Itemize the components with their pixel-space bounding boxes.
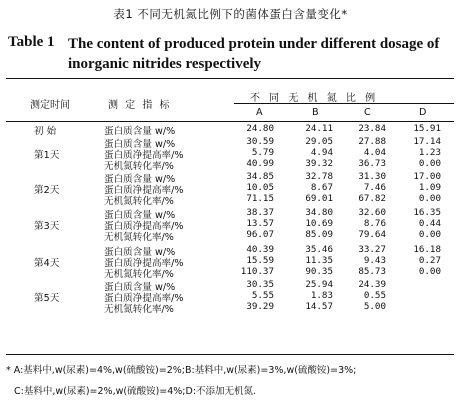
table-cell: 17.00 xyxy=(413,171,441,182)
table-cell: 32.60 xyxy=(358,207,386,218)
row-index-label: 无机氮转化率/% xyxy=(104,161,174,173)
row-index-label: 蛋白质净提高率/% xyxy=(104,150,184,162)
row-index-label: 无机氮转化率/% xyxy=(104,304,174,316)
table-cell: 15.59 xyxy=(246,255,274,267)
row-index-label: 蛋白质净提高率/% xyxy=(104,258,184,270)
table-cell: 69.01 xyxy=(305,193,333,205)
header-col-c: C xyxy=(364,107,371,118)
table-cell: 13.57 xyxy=(246,218,274,230)
table-cell: 33.27 xyxy=(358,244,386,255)
table-cell: 24.80 xyxy=(246,123,274,134)
table-cell: 15.91 xyxy=(413,123,441,134)
table-cell: 0.00 xyxy=(418,158,441,170)
row-index-label: 无机氮转化率/% xyxy=(104,269,174,281)
table-cell: 85.09 xyxy=(305,229,333,241)
table-cell: 29.05 xyxy=(305,136,333,147)
header-col-a: A xyxy=(256,107,263,118)
table-cell: 85.73 xyxy=(358,266,386,278)
table-cell: 17.14 xyxy=(413,136,441,147)
row-group-time: 第5天 xyxy=(34,293,60,305)
table-cell: 16.18 xyxy=(413,244,441,255)
table-cell: 32.78 xyxy=(305,171,333,182)
header-group-label: 不 同 无 机 氮 比 例 xyxy=(250,93,379,104)
table-cell: 34.80 xyxy=(305,207,333,218)
table-cell: 24.39 xyxy=(358,279,386,290)
row-index-label: 蛋白质含量 w/% xyxy=(104,247,176,258)
row-index-label: 蛋白质含量 w/% xyxy=(104,282,176,293)
table-cell: 39.32 xyxy=(305,158,333,170)
row-index-label: 蛋白质含量 w/% xyxy=(104,210,176,221)
table-cell: 0.00 xyxy=(418,229,441,241)
table-cell: 30.35 xyxy=(246,279,274,290)
table-cell: 0.00 xyxy=(418,193,441,205)
table-cell: 8.67 xyxy=(310,182,333,194)
row-index-label: 蛋白质净提高率/% xyxy=(104,293,184,305)
table-cell: 36.73 xyxy=(358,158,386,170)
header-group-rule xyxy=(234,103,454,104)
table-cell: 1.23 xyxy=(418,147,441,159)
table-cell: 8.76 xyxy=(363,218,386,230)
row-group-time: 初 始 xyxy=(34,126,57,137)
table-top-rule xyxy=(6,78,454,79)
table-cell: 7.46 xyxy=(363,182,386,194)
table-cell: 23.84 xyxy=(358,123,386,134)
table-cell: 0.27 xyxy=(418,255,441,267)
table-cell: 1.09 xyxy=(418,182,441,194)
table-cell: 4.04 xyxy=(363,147,386,159)
table-cell: 40.39 xyxy=(246,244,274,255)
table-caption-cn: 表1 不同无机氮比例下的菌体蛋白含量变化* xyxy=(113,7,348,21)
row-index-label: 无机氮转化率/% xyxy=(104,232,174,244)
table-cell: 40.99 xyxy=(246,158,274,170)
row-group-time: 第2天 xyxy=(34,185,60,197)
table-cell: 10.05 xyxy=(246,182,274,194)
table-cell: 24.11 xyxy=(305,123,333,134)
table-cell: 14.57 xyxy=(305,301,333,313)
row-group-time: 第3天 xyxy=(34,221,60,233)
row-index-label: 蛋白质含量 w/% xyxy=(104,174,176,185)
row-index-label: 蛋白质含量 w/% xyxy=(104,139,176,150)
table-caption-en-text: The content of produced protein under different dosage of inorganic nitrides respectively xyxy=(68,36,440,72)
table-cell: 0.55 xyxy=(363,290,386,302)
footnote-line-1: * A:基料中,w(尿素)=4%,w(硫酸铵)=2%;B:基料中,w(尿素)=3%,w(硫酸铵)=3%; xyxy=(6,365,357,376)
header-bottom-rule xyxy=(6,121,454,122)
table-cell: 71.15 xyxy=(246,193,274,205)
row-index-label: 蛋白质净提高率/% xyxy=(104,221,184,233)
table-cell: 110.37 xyxy=(240,266,274,278)
table-cell: 31.30 xyxy=(358,171,386,182)
table-cell: 9.43 xyxy=(363,255,386,267)
row-index-label: 无机氮转化率/% xyxy=(104,196,174,208)
table-cell: 0.00 xyxy=(418,266,441,278)
table-cell: 10.69 xyxy=(305,218,333,230)
header-col-d: D xyxy=(419,107,427,118)
header-time: 测定时间 xyxy=(30,100,70,111)
row-index-label: 蛋白质含量 w/% xyxy=(104,126,176,137)
table-cell: 11.35 xyxy=(305,255,333,267)
table-cell: 39.29 xyxy=(246,301,274,313)
row-index-label: 蛋白质净提高率/% xyxy=(104,185,184,197)
table-caption-en-label: Table 1 xyxy=(8,34,55,50)
table-cell: 67.82 xyxy=(358,193,386,205)
table-cell: 16.35 xyxy=(413,207,441,218)
table-cell: 79.64 xyxy=(358,229,386,241)
table-cell: 34.85 xyxy=(246,171,274,182)
table-cell: 25.94 xyxy=(305,279,333,290)
header-col-b: B xyxy=(312,107,319,118)
row-group-time: 第1天 xyxy=(34,150,60,162)
table-cell: 90.35 xyxy=(305,266,333,278)
table-cell: 4.94 xyxy=(310,147,333,159)
table-cell: 96.07 xyxy=(246,229,274,241)
table-cell: 38.37 xyxy=(246,207,274,218)
footnote-line-2: C:基料中,w(尿素)=2%,w(硫酸铵)=4%;D:不添加无机氮. xyxy=(14,386,257,397)
table-cell: 30.59 xyxy=(246,136,274,147)
table-cell: 1.83 xyxy=(310,290,333,302)
table-cell: 5.79 xyxy=(251,147,274,159)
table-bottom-rule xyxy=(6,354,454,355)
table-cell: 0.44 xyxy=(418,218,441,230)
table-cell: 35.46 xyxy=(305,244,333,255)
table-cell: 27.88 xyxy=(358,136,386,147)
table-cell: 5.55 xyxy=(251,290,274,302)
table-cell: 5.00 xyxy=(363,301,386,313)
header-index: 测 定 指 标 xyxy=(108,100,172,111)
row-group-time: 第4天 xyxy=(34,258,60,270)
